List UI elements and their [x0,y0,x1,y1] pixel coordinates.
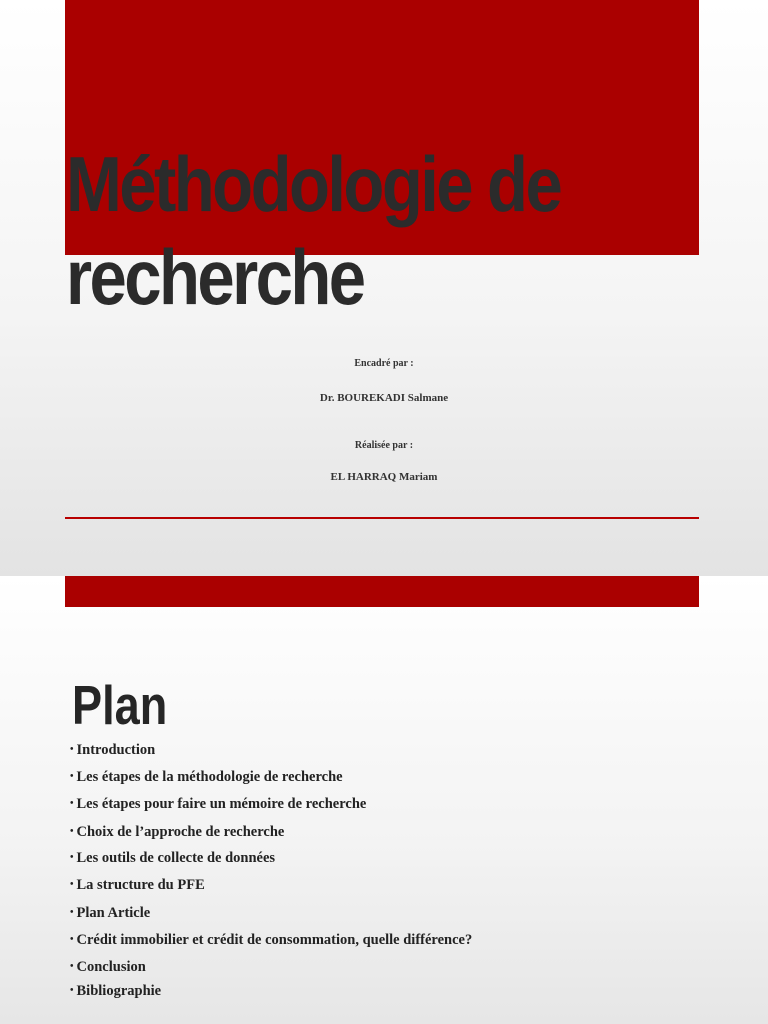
list-item: • Choix de l’approche de recherche [70,824,285,840]
bullet-icon: • [70,961,74,972]
supervised-by-label: Encadré par : [354,358,414,369]
red-banner-bottom [65,576,699,607]
bullet-icon: • [70,879,74,890]
author-label: Réalisée par : [354,440,414,451]
list-item: • Bibliographie [70,983,162,999]
bullet-icon: • [70,744,74,755]
supervisor-name: Dr. BOUREKADI Salmane [319,392,449,404]
list-item: • Plan Article [70,905,151,921]
author-name: EL HARRAQ Mariam [330,471,438,483]
bullet-icon: • [70,826,74,837]
bullet-icon: • [70,985,74,996]
divider-line [65,517,699,519]
list-item: • Conclusion [70,959,146,975]
list-item: • Les outils de collecte de données [70,850,276,866]
bullet-icon: • [70,798,74,809]
list-item: • Les étapes pour faire un mémoire de recherche [70,796,367,812]
list-item: • Les étapes de la méthodologie de recherche [70,769,343,785]
list-item: • Introduction [70,742,156,758]
plan-title: Plan [72,674,168,736]
slide-title: Méthodologie de recherche [66,140,561,321]
bullet-icon: • [70,907,74,918]
list-item: • Crédit immobilier et crédit de consommation, quelle différence? [70,932,473,948]
bullet-icon: • [70,771,74,782]
list-item: • La structure du PFE [70,877,205,893]
bullet-icon: • [70,852,74,863]
bullet-icon: • [70,934,74,945]
